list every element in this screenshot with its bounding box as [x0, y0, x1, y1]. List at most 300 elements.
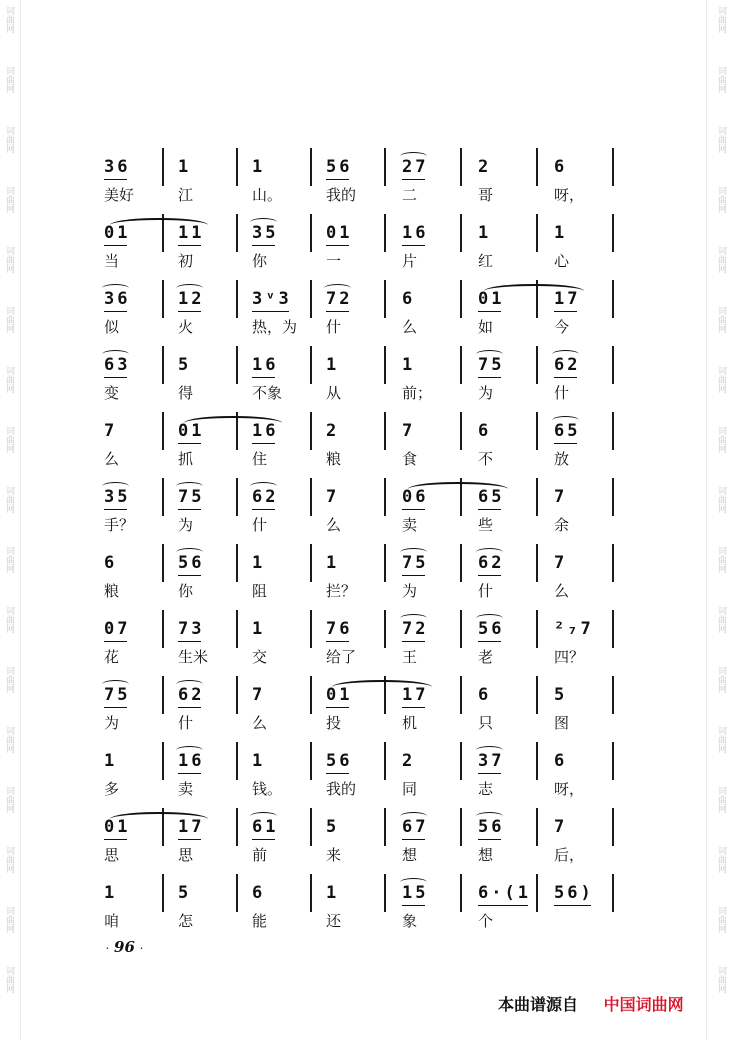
score-system [104, 410, 616, 470]
note-group: 7 [402, 421, 416, 441]
note-group: 75 [478, 354, 504, 378]
note-group: 56 [178, 552, 204, 576]
lyric-text: 片 [402, 252, 418, 270]
bar-line [612, 742, 614, 780]
bar-line [236, 544, 238, 582]
lyric-text: 么 [402, 318, 418, 336]
watermark-text: 词曲网 [716, 126, 726, 153]
lyric-text: 只 [478, 714, 494, 732]
bar-line [384, 412, 386, 450]
source-footer [498, 992, 684, 1015]
lyric-text: 咱 [104, 912, 120, 930]
note-group: 36 [104, 288, 130, 312]
bar-line [460, 610, 462, 648]
lyric-text: 为 [402, 582, 418, 600]
lyric-text: 得 [178, 384, 194, 402]
bar-line [460, 676, 462, 714]
lyric-text: 不 [478, 450, 494, 468]
note-group: 2 [402, 751, 416, 771]
lyric-text: 初 [178, 252, 194, 270]
lyric-text: 生米 [178, 648, 209, 666]
score-system [104, 146, 616, 206]
lyric-text: 粮 [326, 450, 342, 468]
score-system [104, 674, 616, 734]
watermark-text: 词曲网 [716, 786, 726, 813]
bar-line [460, 544, 462, 582]
lyric-text: 想 [402, 846, 418, 864]
watermark-text: 词曲网 [4, 186, 14, 213]
lyric-text: 来 [326, 846, 342, 864]
lyric-text: 你 [252, 252, 268, 270]
lyric-text: 个 [478, 912, 494, 930]
note-group: 7 [326, 487, 340, 507]
bar-line [612, 478, 614, 516]
watermark-text: 词曲网 [716, 606, 726, 633]
lyric-text: 抓 [178, 450, 194, 468]
note-group: 2 [478, 157, 492, 177]
note-group: 35 [252, 222, 278, 246]
page-number-value: 96 [114, 938, 135, 956]
bar-line [460, 412, 462, 450]
watermark-text: 词曲网 [4, 66, 14, 93]
bar-line [460, 214, 462, 252]
lyric-text: 变 [104, 384, 120, 402]
watermark-text: 词曲网 [4, 906, 14, 933]
bar-line [460, 742, 462, 780]
note-group: 01 [478, 288, 504, 312]
bar-line [236, 346, 238, 384]
note-group: 6 [554, 157, 568, 177]
bar-line [612, 148, 614, 186]
bar-line [162, 148, 164, 186]
lyric-text: 当 [104, 252, 120, 270]
note-group: 72 [326, 288, 352, 312]
note-group: 1 [554, 223, 568, 243]
note-group: ²₇7 [554, 619, 594, 639]
bar-line [310, 214, 312, 252]
lyric-text: 什 [478, 582, 494, 600]
note-group: 16 [178, 750, 204, 774]
lyric-text: 投 [326, 714, 342, 732]
bar-line [384, 742, 386, 780]
bar-line [310, 412, 312, 450]
note-group: 7 [554, 817, 568, 837]
note-group: 56) [554, 882, 594, 906]
bar-line [612, 544, 614, 582]
note-group: 5 [326, 817, 340, 837]
note-group: 17 [402, 684, 428, 708]
watermark-text: 词曲网 [4, 966, 14, 993]
lyric-text: 王 [402, 648, 418, 666]
lyric-text: 志 [478, 780, 494, 798]
bar-line [612, 676, 614, 714]
note-group: 01 [326, 222, 352, 246]
note-group: 65 [478, 486, 504, 510]
note-group: 6 [478, 685, 492, 705]
note-group: 7 [554, 553, 568, 573]
bar-line [162, 346, 164, 384]
bar-line [536, 808, 538, 846]
note-group: 5 [554, 685, 568, 705]
bar-line [536, 148, 538, 186]
bar-line [612, 346, 614, 384]
note-group: 1 [104, 883, 118, 903]
lyric-text: 心 [554, 252, 570, 270]
note-group: 62 [554, 354, 580, 378]
watermark-text: 词曲网 [4, 126, 14, 153]
lyric-text: 老 [478, 648, 494, 666]
lyric-text: 思 [178, 846, 194, 864]
bar-line [384, 148, 386, 186]
lyric-text: 么 [326, 516, 342, 534]
lyric-text: 呀， [554, 780, 585, 798]
note-group: 7 [252, 685, 266, 705]
watermark-text: 词曲网 [716, 426, 726, 453]
note-group: 36 [104, 156, 130, 180]
bar-line [310, 478, 312, 516]
watermark-text: 词曲网 [4, 726, 14, 753]
lyric-text: 如 [478, 318, 494, 336]
note-group: 1 [252, 553, 266, 573]
bar-line [384, 544, 386, 582]
lyric-text: 拦？ [326, 582, 357, 600]
note-group: 06 [402, 486, 428, 510]
score-system [104, 476, 616, 536]
note-group: 76 [326, 618, 352, 642]
bar-line [612, 874, 614, 912]
bar-line [162, 874, 164, 912]
lyric-text: 卖 [402, 516, 418, 534]
bar-line [536, 412, 538, 450]
bar-line [162, 478, 164, 516]
note-group: 1 [326, 553, 340, 573]
note-group: 67 [402, 816, 428, 840]
bar-line [310, 280, 312, 318]
lyric-text: 四？ [554, 648, 585, 666]
lyric-text: 为 [104, 714, 120, 732]
bar-line [612, 412, 614, 450]
lyric-text: 阻 [252, 582, 268, 600]
watermark-text: 词曲网 [4, 366, 14, 393]
site-name: 中国词曲网 [603, 995, 684, 1014]
bar-line [310, 610, 312, 648]
note-group: 17 [554, 288, 580, 312]
note-group: 7 [104, 421, 118, 441]
note-group: 01 [104, 816, 130, 840]
lyric-text: 什 [178, 714, 194, 732]
bar-line [536, 676, 538, 714]
bar-line [460, 148, 462, 186]
note-group: 15 [402, 882, 428, 906]
lyric-text: 卖 [178, 780, 194, 798]
note-group: 75 [402, 552, 428, 576]
bar-line [236, 478, 238, 516]
lyric-text: 美好 [104, 186, 135, 204]
lyric-text: 为 [178, 516, 194, 534]
lyric-text: 粮 [104, 582, 120, 600]
note-group: 6 [104, 553, 118, 573]
watermark-text: 词曲网 [4, 486, 14, 513]
bar-line [310, 742, 312, 780]
note-group: 3ᵛ3 [252, 288, 292, 312]
watermark-text: 词曲网 [716, 546, 726, 573]
note-group: 56 [326, 750, 352, 774]
note-group: 5 [178, 355, 192, 375]
bar-line [162, 676, 164, 714]
note-group: 01 [104, 222, 130, 246]
watermark-text: 词曲网 [716, 366, 726, 393]
lyric-text: 图 [554, 714, 570, 732]
bar-line [162, 280, 164, 318]
lyric-text: 机 [402, 714, 418, 732]
bar-line [460, 808, 462, 846]
note-group: 62 [178, 684, 204, 708]
note-group: 65 [554, 420, 580, 444]
bar-line [460, 280, 462, 318]
lyric-text: 什 [326, 318, 342, 336]
lyric-text: 还 [326, 912, 342, 930]
bar-line [536, 544, 538, 582]
note-group: 73 [178, 618, 204, 642]
bar-line [384, 214, 386, 252]
note-group: 5 [178, 883, 192, 903]
note-group: 37 [478, 750, 504, 774]
bar-line [536, 610, 538, 648]
watermark-text: 词曲网 [716, 186, 726, 213]
lyric-text: 多 [104, 780, 120, 798]
lyric-text: 同 [402, 780, 418, 798]
tie-arc [110, 812, 208, 826]
note-group: 56 [478, 618, 504, 642]
lyric-text: 江 [178, 186, 194, 204]
score-system [104, 806, 616, 866]
watermark-text: 词曲网 [716, 846, 726, 873]
note-group: 62 [478, 552, 504, 576]
bar-line [236, 610, 238, 648]
bar-line [384, 874, 386, 912]
bar-line [236, 280, 238, 318]
lyric-text: 红 [478, 252, 494, 270]
lyric-text: 你 [178, 582, 194, 600]
note-group: 27 [402, 156, 428, 180]
source-label: 本曲谱源自 [498, 995, 579, 1014]
watermark-text: 词曲网 [716, 6, 726, 33]
score-system [104, 872, 616, 932]
note-group: 11 [178, 222, 204, 246]
note-group: 6 [252, 883, 266, 903]
bar-line [310, 874, 312, 912]
watermark-text: 词曲网 [4, 306, 14, 333]
note-group: 01 [326, 684, 352, 708]
note-group: 2 [326, 421, 340, 441]
note-group: 6 [554, 751, 568, 771]
bar-line [384, 478, 386, 516]
watermark-text: 词曲网 [716, 66, 726, 93]
note-group: 63 [104, 354, 130, 378]
note-group: 1 [402, 355, 416, 375]
note-group: 07 [104, 618, 130, 642]
lyric-text: 么 [252, 714, 268, 732]
lyric-text: 不象 [252, 384, 283, 402]
note-group: 35 [104, 486, 130, 510]
lyric-text: 我的 [326, 780, 357, 798]
note-group: 56 [478, 816, 504, 840]
note-group: 16 [252, 420, 278, 444]
bar-line [536, 346, 538, 384]
note-group: 1 [252, 751, 266, 771]
note-group: 1 [252, 619, 266, 639]
bar-line [236, 676, 238, 714]
tie-arc [110, 218, 208, 232]
lyric-text: 思 [104, 846, 120, 864]
bar-line [612, 808, 614, 846]
bar-line [162, 742, 164, 780]
lyric-text: 前； [402, 384, 433, 402]
watermark-text: 词曲网 [4, 666, 14, 693]
lyric-text: 余 [554, 516, 570, 534]
bar-line [536, 478, 538, 516]
lyric-text: 山。 [252, 186, 283, 204]
lyric-text: 什 [252, 516, 268, 534]
bar-line [236, 148, 238, 186]
lyric-text: 放 [554, 450, 570, 468]
lyric-text: 火 [178, 318, 194, 336]
watermark-text: 词曲网 [4, 6, 14, 33]
note-group: 12 [178, 288, 204, 312]
note-group: 75 [104, 684, 130, 708]
note-group: 6 [402, 289, 416, 309]
bar-line [162, 544, 164, 582]
tie-arc [184, 416, 282, 430]
lyric-text: 怎 [178, 912, 194, 930]
watermark-text: 词曲网 [716, 726, 726, 753]
bar-line [310, 808, 312, 846]
lyric-text: 住 [252, 450, 268, 468]
lyric-text: 我的 [326, 186, 357, 204]
lyric-text: 似 [104, 318, 120, 336]
watermark-text: 词曲网 [4, 786, 14, 813]
bar-line [536, 214, 538, 252]
bar-line [236, 742, 238, 780]
watermark-text: 词曲网 [4, 846, 14, 873]
lyric-text: 今 [554, 318, 570, 336]
bar-line [162, 412, 164, 450]
watermark-text: 词曲网 [716, 306, 726, 333]
lyric-text: 后， [554, 846, 585, 864]
note-group: 6·(1 [478, 882, 531, 906]
bar-line [310, 346, 312, 384]
score-system [104, 740, 616, 800]
lyric-text: 为 [478, 384, 494, 402]
bar-line [162, 610, 164, 648]
tie-arc [408, 482, 508, 496]
note-group: 1 [478, 223, 492, 243]
bar-line [310, 148, 312, 186]
watermark-text: 词曲网 [4, 426, 14, 453]
watermark-text: 词曲网 [716, 246, 726, 273]
watermark-text: 词曲网 [716, 486, 726, 513]
bar-line [236, 874, 238, 912]
bar-line [310, 676, 312, 714]
note-group: 16 [402, 222, 428, 246]
bar-line [460, 874, 462, 912]
lyric-text: 交 [252, 648, 268, 666]
bar-line [384, 280, 386, 318]
lyric-text: 食 [402, 450, 418, 468]
note-group: 16 [252, 354, 278, 378]
watermark-text: 词曲网 [716, 666, 726, 693]
note-group: 1 [326, 355, 340, 375]
note-group: 61 [252, 816, 278, 840]
watermark-text: 词曲网 [716, 906, 726, 933]
lyric-text: 呀， [554, 186, 585, 204]
score-system [104, 608, 616, 668]
lyric-text: 想 [478, 846, 494, 864]
note-group: 1 [252, 157, 266, 177]
lyric-text: 哥 [478, 186, 494, 204]
bar-line [612, 280, 614, 318]
bar-line [536, 742, 538, 780]
note-group: 17 [178, 816, 204, 840]
note-group: 1 [178, 157, 192, 177]
bar-line [460, 346, 462, 384]
lyric-text: 手？ [104, 516, 135, 534]
bar-line [384, 808, 386, 846]
tie-arc [484, 284, 584, 298]
lyric-text: 象 [402, 912, 418, 930]
page-number: · 96 · [106, 938, 143, 956]
score-system [104, 212, 616, 272]
lyric-text: 能 [252, 912, 268, 930]
watermark-text: 词曲网 [4, 246, 14, 273]
watermark-text: 词曲网 [4, 606, 14, 633]
bar-line [384, 346, 386, 384]
lyric-text: 什 [554, 384, 570, 402]
note-group: 6 [478, 421, 492, 441]
note-group: 62 [252, 486, 278, 510]
tie-arc [332, 680, 432, 694]
bar-line [612, 610, 614, 648]
bar-line [236, 808, 238, 846]
lyric-text: 二 [402, 186, 418, 204]
lyric-text: 些 [478, 516, 494, 534]
note-group: 72 [402, 618, 428, 642]
bar-line [384, 610, 386, 648]
note-group: 1 [326, 883, 340, 903]
lyric-text: 给了 [326, 648, 357, 666]
bar-line [612, 214, 614, 252]
lyric-text: 么 [554, 582, 570, 600]
score-system [104, 278, 616, 338]
lyric-text: 花 [104, 648, 120, 666]
lyric-text: 热，为 [252, 318, 298, 336]
lyric-text: 从 [326, 384, 342, 402]
lyric-text: 钱。 [252, 780, 283, 798]
lyric-text: 前 [252, 846, 268, 864]
bar-line [236, 214, 238, 252]
note-group: 56 [326, 156, 352, 180]
note-group: 7 [554, 487, 568, 507]
note-group: 1 [104, 751, 118, 771]
note-group: 75 [178, 486, 204, 510]
lyric-text: 一 [326, 252, 342, 270]
bar-line [310, 544, 312, 582]
watermark-text: 词曲网 [716, 966, 726, 993]
watermark-text: 词曲网 [4, 546, 14, 573]
bar-line [536, 874, 538, 912]
score-system [104, 344, 616, 404]
lyric-text: 么 [104, 450, 120, 468]
